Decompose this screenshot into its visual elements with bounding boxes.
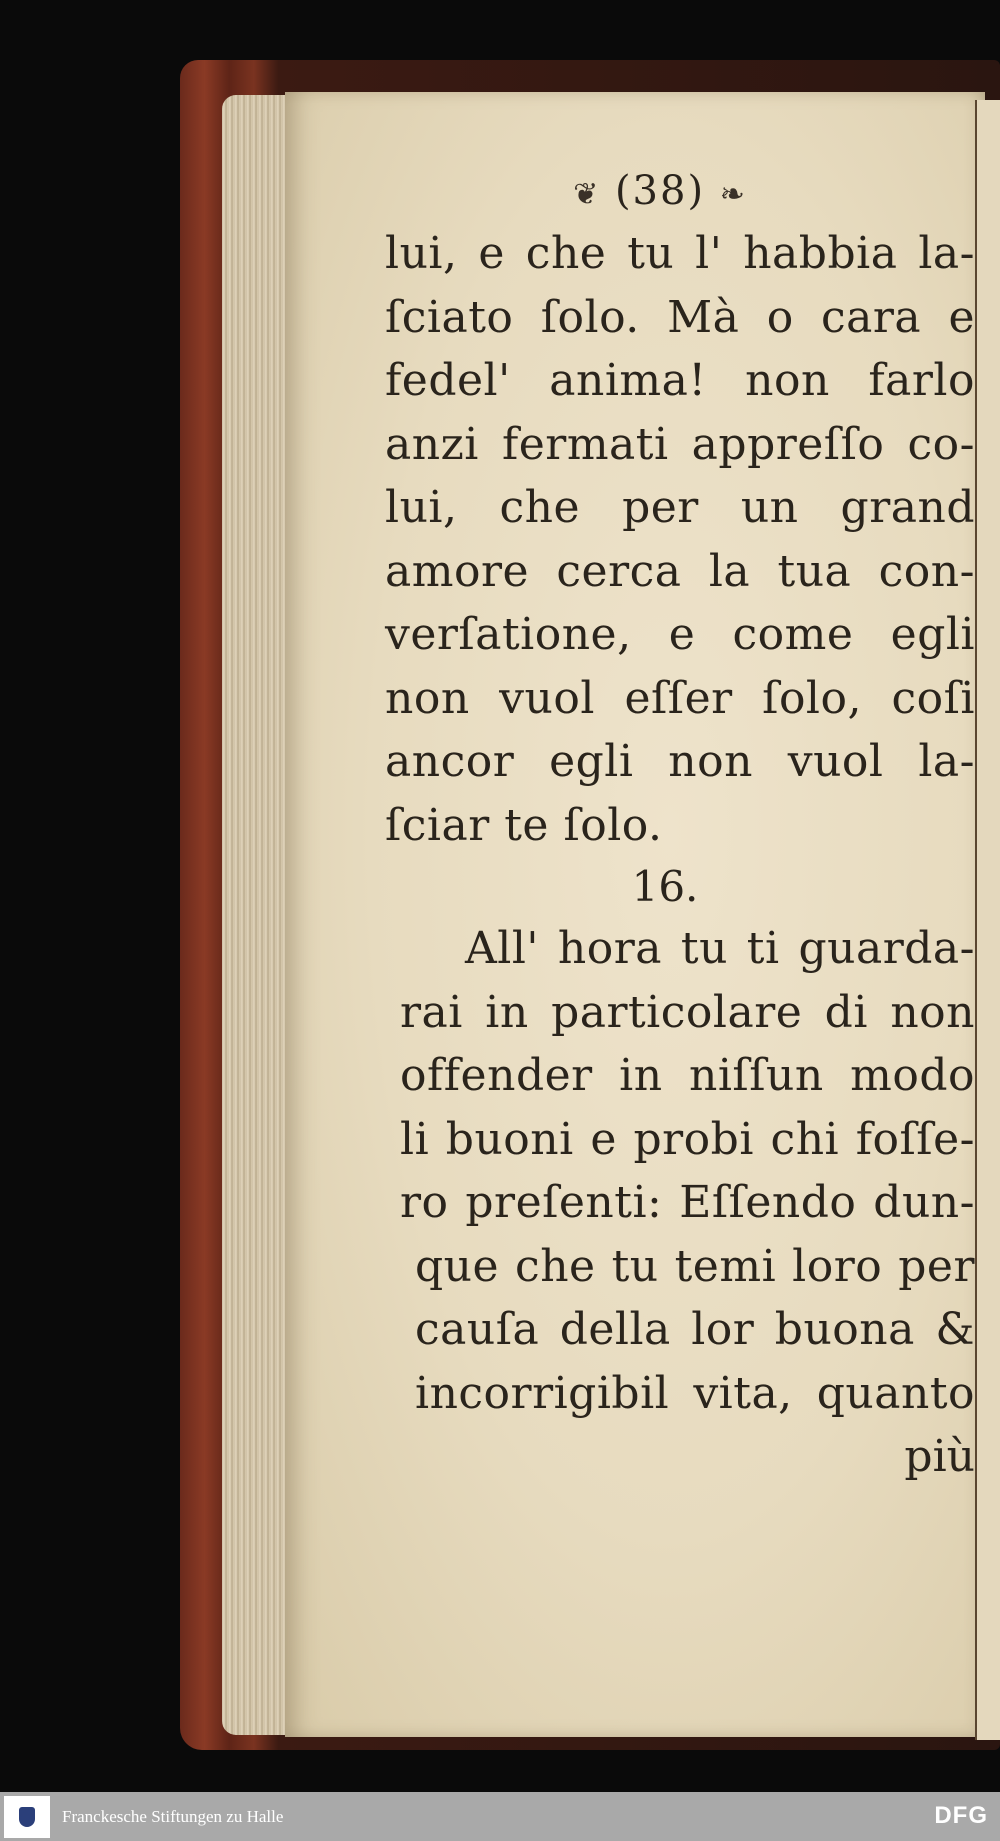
text-line-4: anzi fermati appreſſo co- xyxy=(385,418,975,470)
text-line-9: ancor egli non vuol la- xyxy=(385,736,975,787)
institution-name[interactable]: Franckesche Stiftungen zu Halle xyxy=(62,1806,284,1826)
text-line-10: ſciar te ſolo. xyxy=(385,799,663,851)
text-line-14: li buoni e probi chi foſſe- xyxy=(400,1113,975,1165)
institution-logo[interactable] xyxy=(4,1796,50,1838)
text-line-13: offender in niſſun modo xyxy=(400,1050,975,1101)
next-page-edge xyxy=(975,100,1000,1740)
section-number: 16. xyxy=(631,862,699,911)
text-line-11: All' hora tu ti guarda- xyxy=(465,923,975,974)
catchword: più xyxy=(904,1431,975,1482)
page-number: (38) xyxy=(614,168,706,214)
viewer-footer xyxy=(0,1792,1000,1841)
text-line-3: fedel' anima! non farlo xyxy=(385,355,975,406)
text-line-16: que che tu temi loro per xyxy=(415,1240,975,1292)
institution-emblem-icon xyxy=(19,1807,35,1827)
text-line-6: amore cerca la tua con- xyxy=(385,545,975,597)
page-text xyxy=(385,160,975,1488)
text-line-17: cauſa della lor buona & xyxy=(415,1304,975,1355)
left-ornament-icon: ❦ xyxy=(573,177,601,212)
text-line-8: non vuol eſſer ſolo, coſi xyxy=(385,672,975,724)
text-line-1: lui, e che tu l' habbia la- xyxy=(385,228,975,279)
dfg-logo[interactable]: DFG xyxy=(934,1802,988,1829)
text-line-15: ro preſenti: Eſſendo dun- xyxy=(400,1177,975,1228)
text-line-7: verſatione, e come egli xyxy=(385,609,975,660)
text-line-5: lui, che per un grand xyxy=(385,482,975,533)
page-edges xyxy=(222,95,292,1735)
text-line-12: rai in particolare di non xyxy=(400,986,975,1038)
right-ornament-icon: ❧ xyxy=(719,177,747,212)
text-line-2: ſciato ſolo. Mà o cara e xyxy=(385,291,975,343)
page-header xyxy=(345,160,975,222)
text-line-18: incorrigibil vita, quanto xyxy=(415,1367,975,1419)
